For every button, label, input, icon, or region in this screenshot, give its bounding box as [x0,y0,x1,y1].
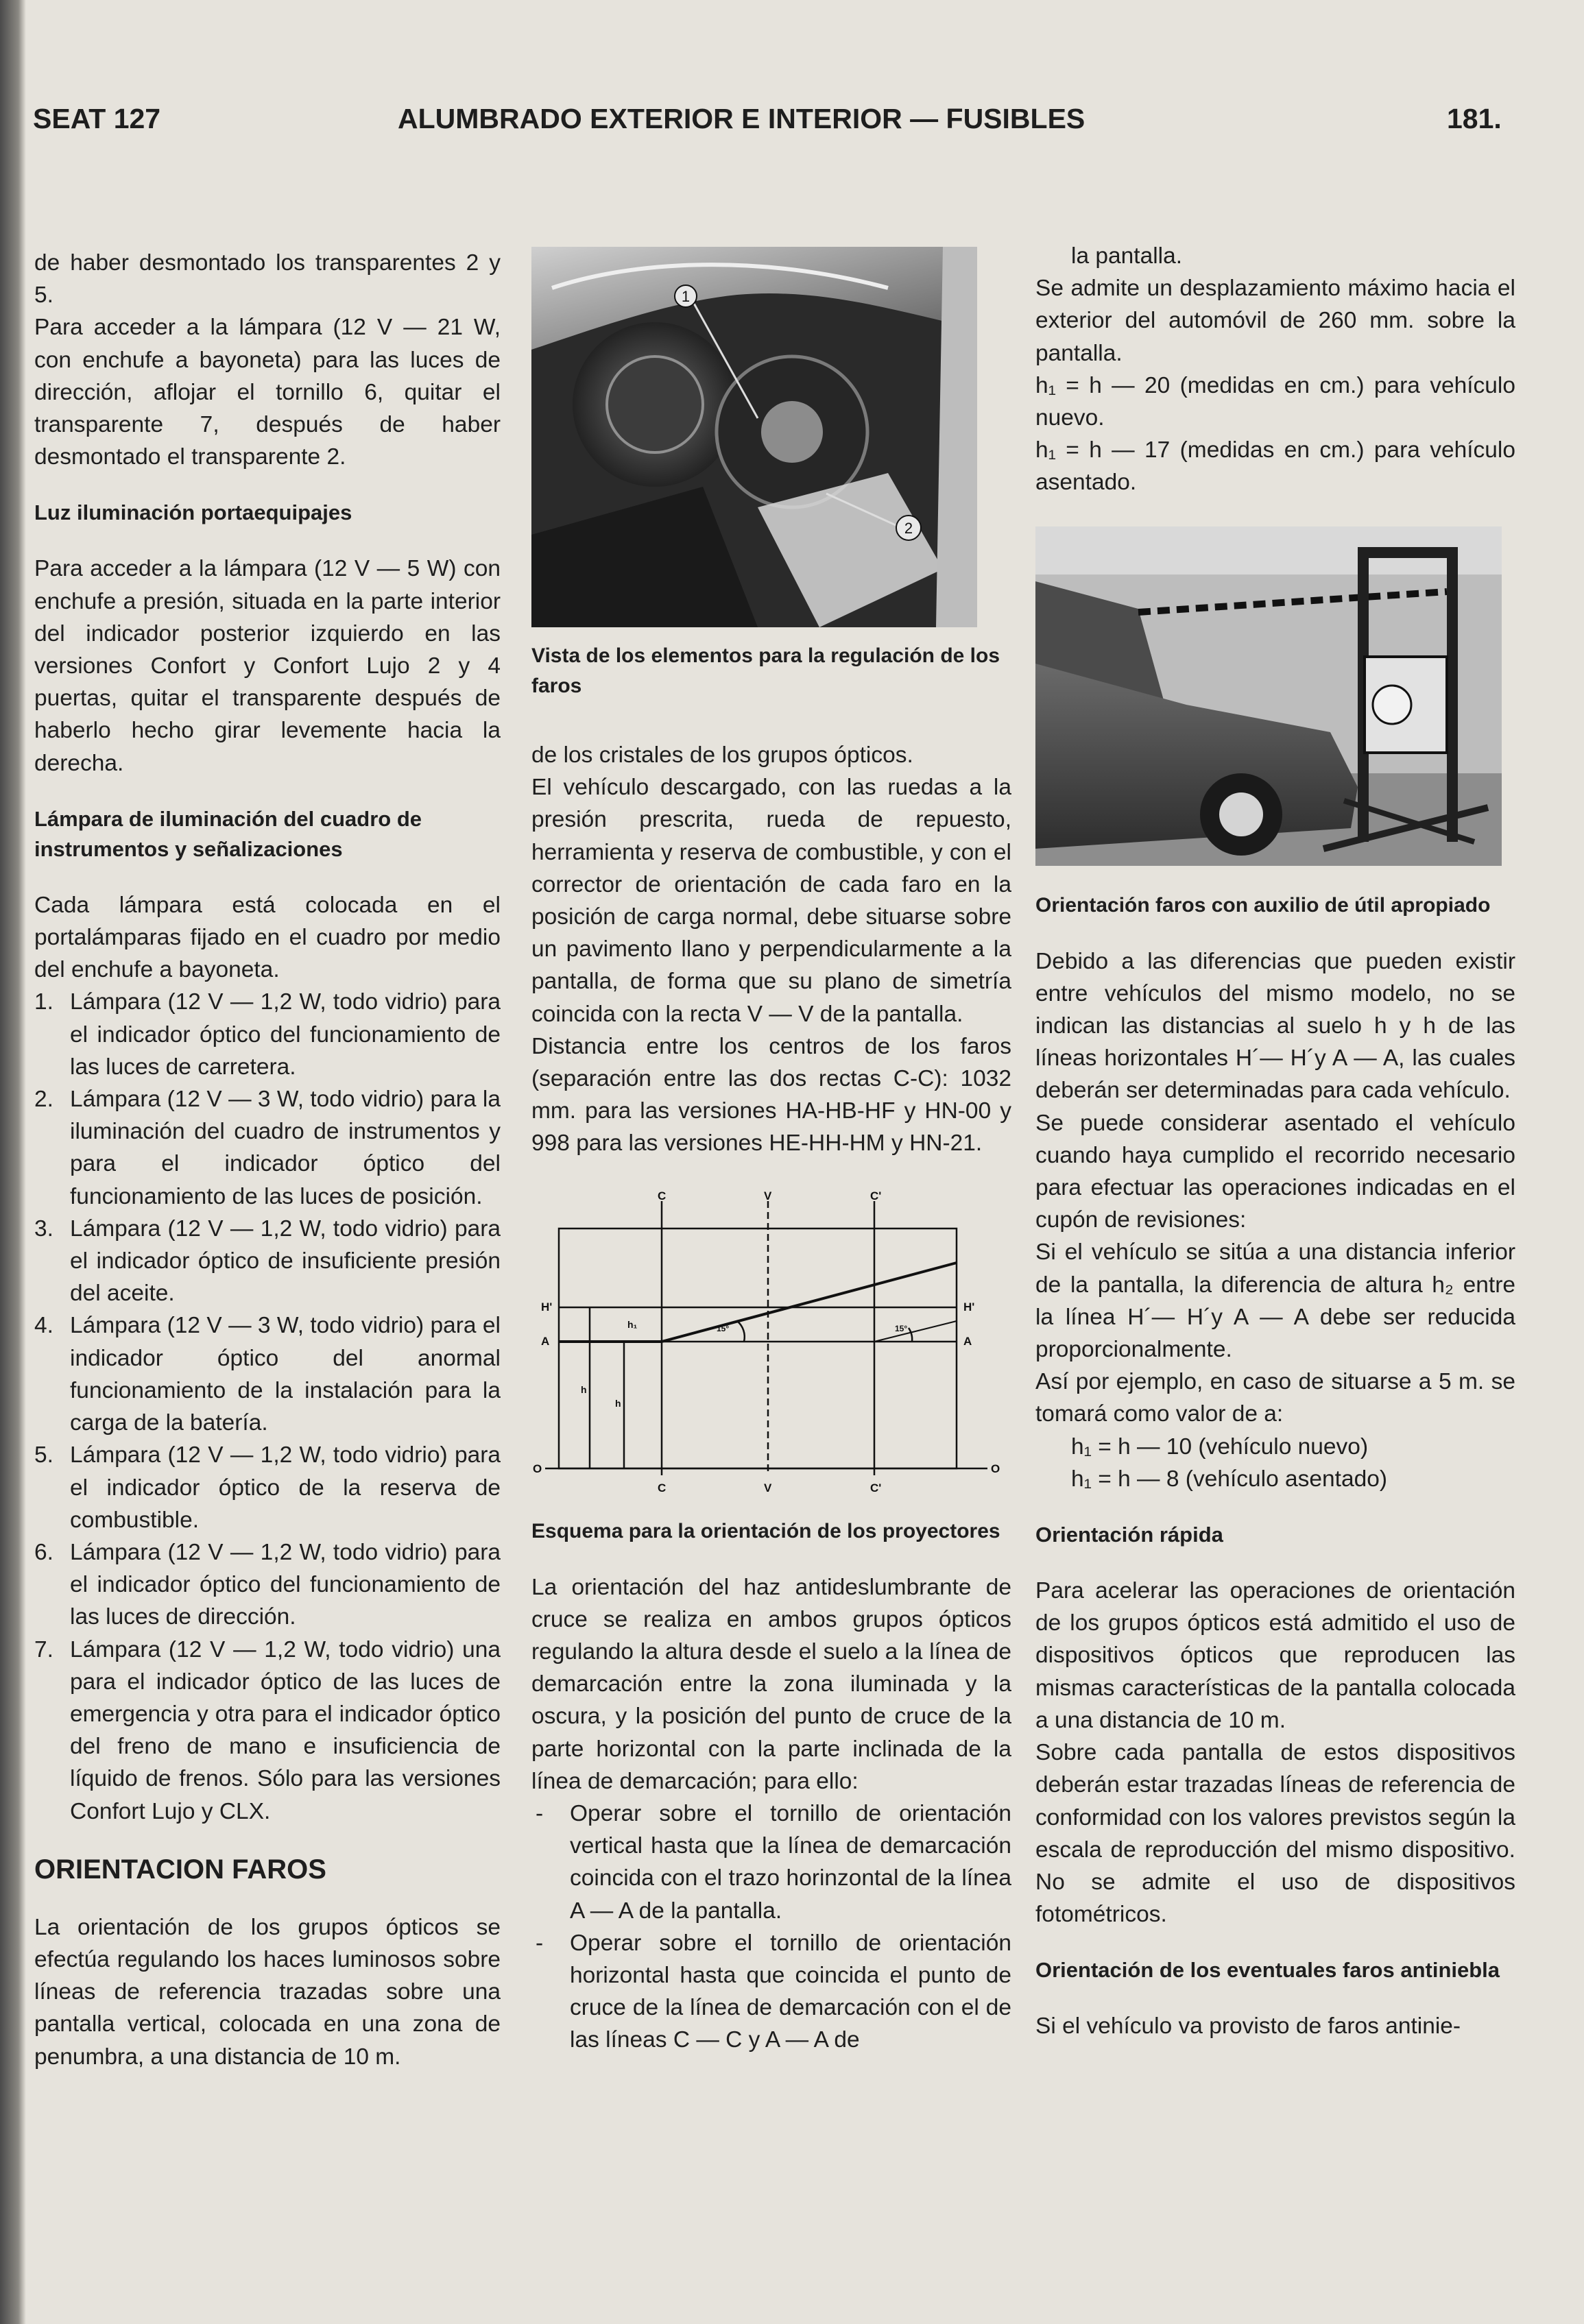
paragraph: de haber desmontado los transparentes 2 y 5. [34,250,501,308]
photo-callout: 1 [681,288,691,305]
paragraph: Debido a las diferencias que pueden existir entre vehículos del mismo modelo, no se indican las distancias al suelo h y h de las líneas horizontales H´— H´y A — A, las cuales deberán ser determinadas para cada vehículo. [1035,948,1515,1104]
list-number: 2. [34,1087,53,1113]
diagram-label: 15° [895,1323,908,1333]
section-heading: Luz iluminación portaequipajes [34,500,352,525]
diagram-label: O [533,1462,542,1475]
diagram-label: C' [870,1189,882,1202]
paragraph: El vehículo descargado, con las ruedas a la presión prescrita, rueda de repuesto, herramienta y reserva de combustible, y con el corrector de orientación de cada faro en la posición de carga normal, debe situarse sobre un pavimento llano y perpendicularmente a la pantalla, de forma que su plano de simetría coincida con la recta V — V de la pantalla. [531,775,1011,1027]
diagram-label: V [764,1189,772,1202]
paragraph: Sobre cada pantalla de estos dispositivos deberán estar trazadas líneas de referencia de conformidad con los valores previstos según la escala de reproducción del mismo dispositivo. No se admite el uso de dispositivos fotométricos. [1035,1740,1515,1928]
headlamp-orientation-diagram [531,1187,1011,1503]
list-text: Lámpara (12 V — 3 W, todo vidrio) para el indicador óptico del anormal funcionamiento de la instalación para la carga de la batería. [70,1313,501,1436]
diagram-label: 15° [717,1323,730,1333]
list-number: 6. [34,1539,53,1565]
list-text: Lámpara (12 V — 3 W, todo vidrio) para la iluminación del cuadro de instrumentos y para el indicador óptico del funcionamiento de las luces de posición. [70,1087,501,1209]
formula-text: h₁ = h — 8 (vehículo asentado) [1071,1466,1388,1492]
paragraph: Cada lámpara está colocada en el portalámparas fijado en el cuadro por medio del enchufe a bayoneta. [34,892,501,983]
paragraph: Para acelerar las operaciones de orientación de los grupos ópticos está admitido el uso de dispositivos ópticos que reproducen las mismas características de la pantalla colocada a una distancia de 10 m. [1035,1578,1515,1733]
list-item [34,1634,501,1828]
diagram-label: C [658,1481,667,1494]
section-heading: ORIENTACION FAROS [34,1854,326,1885]
column-left [34,247,501,2073]
paragraph: Si el vehículo va provisto de faros antinie- [1035,2013,1461,2039]
paragraph: La orientación de los grupos ópticos se efectúa regulando los haces luminosos sobre líneas de referencia trazadas sobre una pantalla vertical, colocada en una zona de penumbra, a una distancia de 10 m. [34,1914,501,2070]
list-item [34,1439,501,1536]
column-middle [531,247,1011,2057]
list-text: Lámpara (12 V — 1,2 W, todo vidrio) para el indicador óptico de insuficiente presión del aceite. [70,1215,501,1307]
diagram-label: A [963,1334,972,1348]
diagram-caption: Esquema para la orientación de los proyectores [531,1519,1000,1542]
procedure-list [531,1798,1011,2057]
list-text: Lámpara (12 V — 1,2 W, todo vidrio) para el indicador óptico de la reserva de combustible. [70,1442,501,1533]
paragraph: Se puede considerar asentado el vehículo cuando haya cumplido el recorrido necesario para efectuar las operaciones indicadas en el cupón de revisiones: [1035,1110,1515,1233]
paragraph: Para acceder a la lámpara (12 V — 5 W) con enchufe a presión, situada en la parte interior del indicador posterior izquierdo en las versiones Confort y Confort Lujo 2 y 4 puertas, quitar el transparente después de haberlo hecho girar levemente hacia la derecha. [34,556,501,776]
paragraph: Así por ejemplo, en caso de situarse a 5 m. se tomará como valor de a: [1035,1369,1515,1427]
section-heading: Orientación de los eventuales faros antiniebla [1035,1958,1500,1983]
list-item [34,1213,501,1310]
photo-callout: 2 [904,520,913,537]
diagram-label: C' [870,1481,882,1494]
list-number: 3. [34,1215,53,1242]
list-text: Lámpara (12 V — 1,2 W, todo vidrio) para el indicador óptico del funcionamiento de las luces de dirección. [70,1539,501,1630]
list-item: - Operar sobre el tornillo de orientación vertical hasta que la línea de demarcación coincida con el trazo horinzontal de la línea A — A de la pantalla. [570,1798,1011,1927]
list-item: - Operar sobre el tornillo de orientación horizontal hasta que coincida el punto de cruce de la línea de demarcación con el de las líneas C — C y A — A de [570,1927,1011,2057]
list-number: 5. [34,1442,53,1468]
page-number: 181. [1447,103,1502,134]
section-heading: Lámpara de iluminación del cuadro de instrumentos y señalizaciones [34,806,422,861]
page-title: ALUMBRADO EXTERIOR E INTERIOR — FUSIBLES [398,103,1085,134]
diagram-label: h [615,1397,621,1409]
diagram-label: H' [963,1300,975,1314]
lamp-list [34,986,501,1827]
car-aiming-photo [1035,526,1502,866]
list-number: 7. [34,1636,53,1662]
paragraph: Si el vehículo se sitúa a una distancia inferior de la pantalla, la diferencia de altura h₂ entre la línea H´— H´y A — A debe ser reducida proporcionalmente. [1035,1239,1515,1363]
list-item [34,1309,501,1439]
paragraph: de los cristales de los grupos ópticos. [531,742,913,768]
diagram-label: V [764,1481,772,1494]
diagram-label: C [658,1189,667,1202]
formula-text: h₁ = h — 17 (medidas en cm.) para vehículo asentado. [1035,437,1515,496]
list-item [34,1536,501,1634]
list-item [34,986,501,1083]
headlamp-photo [531,247,977,627]
paragraph: Distancia entre los centros de los faros (separación entre las dos rectas C-C): 1032 mm. para las versiones HA-HB-HF y HN-00 y 998 para las versiones HE-HH-HM y HN-21. [531,1033,1011,1157]
list-text: Lámpara (12 V — 1,2 W, todo vidrio) una para el indicador óptico de las luces de emergencia y otra para el indicador óptico del freno de mano e insuficiencia de líquido de frenos. Sólo para las versiones Confort Lujo y CLX. [70,1636,501,1824]
formula-text: h₁ = h — 10 (vehículo nuevo) [1071,1433,1369,1460]
manual-model: SEAT 127 [33,103,161,134]
page-header [0,103,1584,144]
diagram-label: h [581,1383,587,1395]
list-item [34,1083,501,1213]
section-heading: Orientación rápida [1035,1523,1223,1547]
paragraph: Para acceder a la lámpara (12 V — 21 W, con enchufe a bayoneta) para las luces de dirección, aflojar el tornillo 6, quitar el transparente 7, después de haber desmontado el transparente 2. [34,315,501,470]
page-binding-edge [0,0,26,2324]
column-right [1035,240,1515,2043]
diagram-label: h₁ [627,1318,638,1330]
photo-caption: Orientación faros con auxilio de útil apropiado [1035,893,1491,917]
diagram-label: O [991,1462,1000,1475]
paragraph: Se admite un desplazamiento máximo hacia el exterior del automóvil de 260 mm. sobre la pantalla. [1035,276,1515,366]
diagram-label: H' [541,1300,553,1314]
list-text: Lámpara (12 V — 1,2 W, todo vidrio) para el indicador óptico del funcionamiento de las luces de carretera. [70,989,501,1080]
paragraph: La orientación del haz antideslumbrante de cruce se realiza en ambos grupos ópticos regulando la altura desde el suelo a la línea de demarcación entre la zona iluminada y la oscura, y la posición del punto de cruce de la parte horizontal con la parte inclinada de la línea de demarcación; para ello: [531,1574,1011,1794]
list-number: 4. [34,1313,53,1339]
diagram-label: A [541,1334,550,1348]
list-number: 1. [34,989,53,1015]
photo-caption: Vista de los elementos para la regulación de los faros [531,644,1000,697]
formula-text: h₁ = h — 20 (medidas en cm.) para vehículo nuevo. [1035,372,1515,431]
paragraph: la pantalla. [1071,243,1183,269]
